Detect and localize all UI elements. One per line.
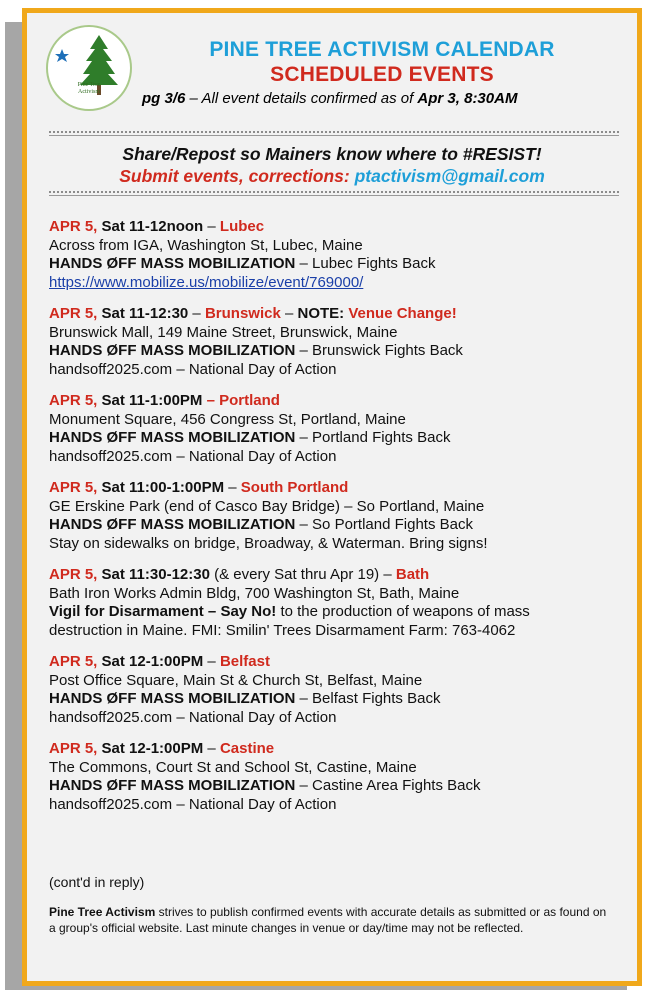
event-time: Sat 11-12:30: [97, 305, 189, 322]
event-address: The Commons, Court St and School St, Castine, Maine: [49, 758, 417, 776]
event-heading: [49, 392, 629, 411]
separator: –: [280, 305, 298, 322]
event-town: Bath: [395, 566, 430, 583]
event-title: [49, 516, 629, 535]
confirm-date: Apr 3, 8:30AM: [417, 90, 518, 107]
event-title-bold: HANDS ØFF MASS MOBILIZATION: [49, 342, 296, 359]
event-title: [49, 603, 629, 622]
event-town: Lubec: [219, 218, 265, 235]
event-date: APR 5,: [49, 566, 98, 583]
event-title-rest: – Castine Area Fights Back: [295, 777, 481, 794]
event-date: APR 5,: [49, 392, 98, 409]
event-heading: [49, 479, 629, 498]
divider: [49, 195, 619, 196]
event-title-rest: – So Portland Fights Back: [295, 516, 473, 533]
continued-note: (cont'd in reply): [49, 874, 145, 890]
event-item: [49, 392, 629, 466]
event-address: GE Erskine Park (end of Casco Bay Bridge) – So Portland, Maine: [49, 497, 485, 515]
logo-text: Pine Tree: [77, 82, 101, 88]
divider: [49, 135, 619, 136]
event-item: [49, 653, 629, 727]
note-text: Venue Change!: [348, 305, 457, 322]
event-time: Sat 11-1:00PM: [97, 392, 203, 409]
event-time: Sat 11:00-1:00PM: [97, 479, 225, 496]
event-title-rest: to the production of weapons of mass: [276, 603, 530, 620]
event-title-rest: – Portland Fights Back: [295, 429, 451, 446]
event-date: APR 5,: [49, 479, 98, 496]
event-date: APR 5,: [49, 305, 98, 322]
event-town: Castine: [219, 740, 275, 757]
event-title: [49, 690, 629, 709]
event-time: Sat 11:30-12:30: [97, 566, 210, 583]
event-title-bold: HANDS ØFF MASS MOBILIZATION: [49, 516, 296, 533]
divider: [49, 131, 619, 133]
event-town: Belfast: [219, 653, 270, 670]
submit-message: [37, 166, 627, 187]
event-heading: [49, 305, 629, 324]
separator: –: [203, 740, 220, 757]
event-date: APR 5,: [49, 218, 98, 235]
note-label: NOTE:: [297, 305, 349, 322]
confirm-text: – All event details confirmed as of: [185, 90, 418, 107]
event-title: [49, 777, 629, 796]
page-number: pg 3/6: [142, 90, 186, 107]
event-extra: handsoff2025.com – National Day of Action: [49, 795, 337, 813]
event-item: [49, 218, 629, 292]
separator: –: [224, 479, 241, 496]
share-message: Share/Repost so Mainers know where to #RESIST!: [122, 144, 542, 164]
event-address: Across from IGA, Washington St, Lubec, Maine: [49, 236, 363, 254]
disclaimer: [49, 905, 614, 936]
event-date: APR 5,: [49, 653, 98, 670]
divider: [49, 191, 619, 193]
event-town: South Portland: [240, 479, 349, 496]
disclaimer-text: strives to publish confirmed events with accurate details as submitted or as found on a group's official website. Last minute changes in venue or day/time may not be reflected.: [49, 905, 607, 935]
event-address: Brunswick Mall, 149 Maine Street, Brunswick, Maine: [49, 323, 398, 341]
submit-label: Submit events, corrections:: [119, 166, 355, 186]
event-town: – Portland: [202, 392, 280, 409]
event-title-bold: HANDS ØFF MASS MOBILIZATION: [49, 255, 296, 272]
time-note: (& every Sat thru Apr 19) –: [209, 566, 396, 583]
event-address: Monument Square, 456 Congress St, Portland, Maine: [49, 410, 406, 428]
event-address: Bath Iron Works Admin Bldg, 700 Washington St, Bath, Maine: [49, 584, 460, 602]
event-title-rest: – Brunswick Fights Back: [295, 342, 463, 359]
event-extra: handsoff2025.com – National Day of Action: [49, 447, 337, 465]
event-time: Sat 11-12noon: [97, 218, 204, 235]
calendar-title: PINE TREE ACTIVISM CALENDAR: [209, 38, 555, 61]
contact-email[interactable]: ptactivism@gmail.com: [354, 166, 545, 186]
separator: –: [203, 653, 220, 670]
event-item: [49, 566, 629, 640]
event-title-bold: HANDS ØFF MASS MOBILIZATION: [49, 777, 296, 794]
event-heading: [49, 566, 629, 585]
logo-text: Activism: [78, 89, 100, 95]
event-title-bold: HANDS ØFF MASS MOBILIZATION: [49, 429, 296, 446]
page-info: [142, 90, 517, 108]
event-heading: [49, 653, 629, 672]
event-time: Sat 12-1:00PM: [97, 740, 204, 757]
event-town: Brunswick: [204, 305, 281, 322]
event-extra: handsoff2025.com – National Day of Action: [49, 708, 337, 726]
event-extra: destruction in Maine. FMI: Smilin' Trees Disarmament Farm: 763-4062: [49, 621, 516, 639]
calendar-subtitle: SCHEDULED EVENTS: [270, 63, 494, 86]
event-address: Post Office Square, Main St & Church St, Belfast, Maine: [49, 671, 423, 689]
event-list: [49, 218, 629, 827]
event-heading: [49, 740, 629, 759]
event-item: [49, 305, 629, 379]
event-item: [49, 740, 629, 814]
pine-tree-logo: [46, 25, 132, 111]
event-date: APR 5,: [49, 740, 98, 757]
event-extra: handsoff2025.com – National Day of Action: [49, 360, 337, 378]
event-heading: [49, 218, 629, 237]
separator: –: [188, 305, 205, 322]
event-link[interactable]: https://www.mobilize.us/mobilize/event/769000/: [49, 273, 364, 291]
event-title: [49, 255, 629, 274]
separator: –: [203, 218, 220, 235]
event-extra: Stay on sidewalks on bridge, Broadway, & Waterman. Bring signs!: [49, 534, 488, 552]
event-title-bold: HANDS ØFF MASS MOBILIZATION: [49, 690, 296, 707]
event-time: Sat 12-1:00PM: [97, 653, 204, 670]
calendar-card: [22, 8, 642, 986]
event-title-bold: Vigil for Disarmament – Say No!: [49, 603, 277, 620]
event-item: [49, 479, 629, 553]
event-title: [49, 429, 629, 448]
disclaimer-org: Pine Tree Activism: [49, 905, 156, 919]
event-title: [49, 342, 629, 361]
event-title-rest: – Lubec Fights Back: [295, 255, 436, 272]
pine-tree-icon: [48, 27, 130, 109]
event-title-rest: – Belfast Fights Back: [295, 690, 441, 707]
